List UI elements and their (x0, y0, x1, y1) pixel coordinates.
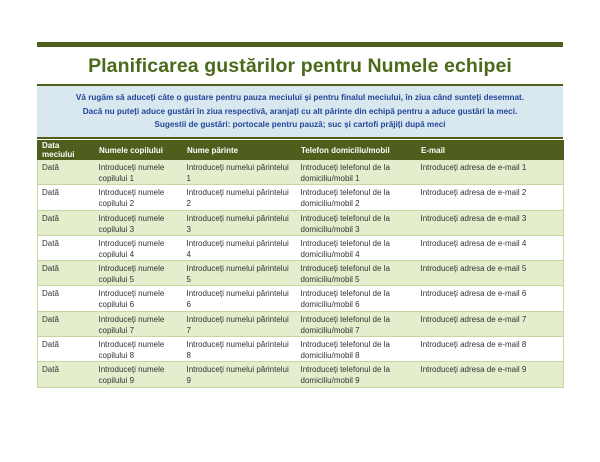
cell-email[interactable]: Introduceți adresa de e-mail 6 (417, 286, 564, 311)
cell-child-name[interactable]: Introduceți numele copilului 8 (95, 337, 183, 362)
table-row (38, 286, 564, 311)
cell-parent-name[interactable]: Introduceți numelui părintelui 7 (183, 311, 297, 336)
table-row (38, 261, 564, 286)
cell-email[interactable]: Introduceți adresa de e-mail 1 (417, 160, 564, 185)
table-row (38, 160, 564, 185)
cell-phone[interactable]: Introduceți telefonul de la domiciliu/mobil 8 (297, 337, 417, 362)
snack-schedule-table (37, 140, 564, 388)
cell-date[interactable]: Dată (38, 286, 95, 311)
cell-date[interactable]: Dată (38, 185, 95, 210)
cell-phone[interactable]: Introduceți telefonul de la domiciliu/mobil 4 (297, 235, 417, 260)
instructions-box (37, 84, 563, 139)
cell-email[interactable]: Introduceți adresa de e-mail 2 (417, 185, 564, 210)
cell-child-name[interactable]: Introduceți numele copilului 2 (95, 185, 183, 210)
cell-parent-name[interactable]: Introduceți numelui părintelui 2 (183, 185, 297, 210)
cell-date[interactable]: Dată (38, 311, 95, 336)
cell-phone[interactable]: Introduceți telefonul de la domiciliu/mobil 7 (297, 311, 417, 336)
cell-email[interactable]: Introduceți adresa de e-mail 4 (417, 235, 564, 260)
cell-email[interactable]: Introduceți adresa de e-mail 7 (417, 311, 564, 336)
cell-date[interactable]: Dată (38, 210, 95, 235)
cell-parent-name[interactable]: Introduceți numelui părintelui 8 (183, 337, 297, 362)
cell-date[interactable]: Dată (38, 362, 95, 387)
cell-phone[interactable]: Introduceți telefonul de la domiciliu/mobil 5 (297, 261, 417, 286)
instruction-line-3[interactable]: Sugestii de gustări: portocale pentru pauză; suc și cartofi prăjiți după meci (154, 120, 446, 129)
cell-child-name[interactable]: Introduceți numele copilului 3 (95, 210, 183, 235)
cell-parent-name[interactable]: Introduceți numelui părintelui 4 (183, 235, 297, 260)
document-header (37, 42, 563, 139)
table-row (38, 337, 564, 362)
cell-child-name[interactable]: Introduceți numele copilului 4 (95, 235, 183, 260)
cell-email[interactable]: Introduceți adresa de e-mail 3 (417, 210, 564, 235)
cell-date[interactable]: Dată (38, 160, 95, 185)
table-row (38, 210, 564, 235)
column-header-phone[interactable]: Telefon domiciliu/mobil (297, 141, 417, 160)
cell-email[interactable]: Introduceți adresa de e-mail 8 (417, 337, 564, 362)
cell-child-name[interactable]: Introduceți numele copilului 5 (95, 261, 183, 286)
cell-parent-name[interactable]: Introduceți numelui părintelui 3 (183, 210, 297, 235)
table-row (38, 362, 564, 387)
column-header-email[interactable]: E-mail (417, 141, 564, 160)
cell-phone[interactable]: Introduceți telefonul de la domiciliu/mobil 2 (297, 185, 417, 210)
cell-parent-name[interactable]: Introduceți numelui părintelui 9 (183, 362, 297, 387)
table-row (38, 311, 564, 336)
instruction-line-2[interactable]: Dacă nu puteți aduce gustări în ziua respectivă, aranjați cu alt părinte din echipă pentru a aduce gustări la meci. (82, 106, 518, 116)
cell-phone[interactable]: Introduceți telefonul de la domiciliu/mobil 9 (297, 362, 417, 387)
cell-parent-name[interactable]: Introduceți numelui părintelui 6 (183, 286, 297, 311)
cell-phone[interactable]: Introduceți telefonul de la domiciliu/mobil 6 (297, 286, 417, 311)
cell-date[interactable]: Dată (38, 261, 95, 286)
table-header-row (38, 141, 564, 160)
page-title[interactable]: Planificarea gustărilor pentru Numele echipei (88, 55, 512, 77)
cell-date[interactable]: Dată (38, 235, 95, 260)
column-header-parent-name[interactable]: Nume părinte (183, 141, 297, 160)
cell-phone[interactable]: Introduceți telefonul de la domiciliu/mobil 3 (297, 210, 417, 235)
column-header-match-date[interactable]: Data meciului (38, 141, 95, 160)
cell-child-name[interactable]: Introduceți numele copilului 6 (95, 286, 183, 311)
instruction-line-1[interactable]: Vă rugăm să aduceți câte o gustare pentru pauza meciului și pentru finalul meciului, în ziua când sunteți desemnat. (75, 93, 525, 102)
top-rule (37, 42, 563, 47)
table-row (38, 185, 564, 210)
cell-parent-name[interactable]: Introduceți numelui părintelui 1 (183, 160, 297, 185)
cell-date[interactable]: Dată (38, 337, 95, 362)
column-header-child-name[interactable]: Numele copilului (95, 141, 183, 160)
table-row (38, 235, 564, 260)
cell-email[interactable]: Introduceți adresa de e-mail 9 (417, 362, 564, 387)
cell-child-name[interactable]: Introduceți numele copilului 7 (95, 311, 183, 336)
cell-parent-name[interactable]: Introduceți numelui părintelui 5 (183, 261, 297, 286)
cell-email[interactable]: Introduceți adresa de e-mail 5 (417, 261, 564, 286)
cell-child-name[interactable]: Introduceți numele copilului 9 (95, 362, 183, 387)
cell-phone[interactable]: Introduceți telefonul de la domiciliu/mobil 1 (297, 160, 417, 185)
cell-child-name[interactable]: Introduceți numele copilului 1 (95, 160, 183, 185)
